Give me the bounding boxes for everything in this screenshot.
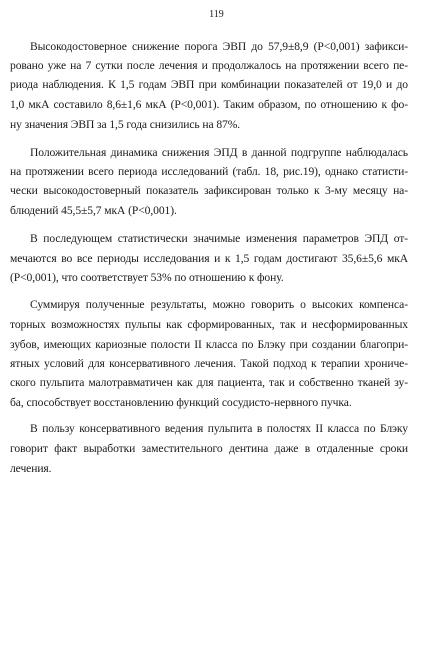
text-line: зубов, имеющих кариозные полости II класса по Блэку при создании благопри- bbox=[10, 338, 408, 351]
text-line: Высокодостоверное снижение порога ЭВП до 57,9±8,9 (P<0,001) зафикси- bbox=[30, 40, 408, 53]
text-line: ятных условий для консервативного лечения. Такой подход к терапии хрониче- bbox=[10, 357, 408, 370]
text-line: мечаются во все периоды исследования и к 1,5 годам достигают 35,6±5,6 мкА bbox=[10, 252, 408, 265]
text-line: Суммируя полученные результаты, можно говорить о высоких компенса- bbox=[30, 298, 408, 311]
text-line: говорит факт выработки заместительного дентина даже в отдаленные сроки bbox=[10, 442, 408, 455]
text-line: 1,0 мкА составило 8,6±1,6 мкА (P<0,001). Таким образом, по отношению к фо- bbox=[10, 98, 408, 111]
text-line: чески высокодостоверный показатель зафиксирован только к 3-му месяцу на- bbox=[10, 184, 408, 197]
text-line: Положительная динамика снижения ЭПД в данной подгруппе наблюдалась bbox=[30, 146, 408, 159]
text-line: торных возможностях пульпы как сформированных, так и несформированных bbox=[10, 318, 408, 331]
text-line: ба, способствует восстановлению функций сосудисто-нервного пучка. bbox=[10, 396, 352, 409]
text-line: лечения. bbox=[10, 462, 52, 475]
text-line: В последующем статистически значимые изменения параметров ЭПД от- bbox=[30, 232, 408, 245]
text-line: В пользу консервативного ведения пульпита в полостях II класса по Блэку bbox=[30, 422, 408, 435]
page-number: 119 bbox=[209, 9, 224, 20]
text-line: (P<0,001), что соответствует 53% по отношению к фону. bbox=[10, 271, 284, 284]
text-line: ского пульпита малотравматичен как для пациента, так и собственно тканей зу- bbox=[10, 376, 408, 389]
text-line: блюдений 45,5±5,7 мкА (P<0,001). bbox=[10, 204, 177, 217]
text-line: ровано уже на 7 сутки после лечения и продолжалось на протяжении всего пе- bbox=[10, 59, 408, 72]
text-line: на протяжении всего периода исследований (табл. 18, рис.19), однако статисти- bbox=[10, 165, 408, 178]
text-line: ну значения ЭВП за 1,5 года снизились на 87%. bbox=[10, 118, 241, 131]
text-line: риода наблюдения. К 1,5 годам ЭВП при комбинации показателей от 19,0 и до bbox=[10, 78, 408, 91]
